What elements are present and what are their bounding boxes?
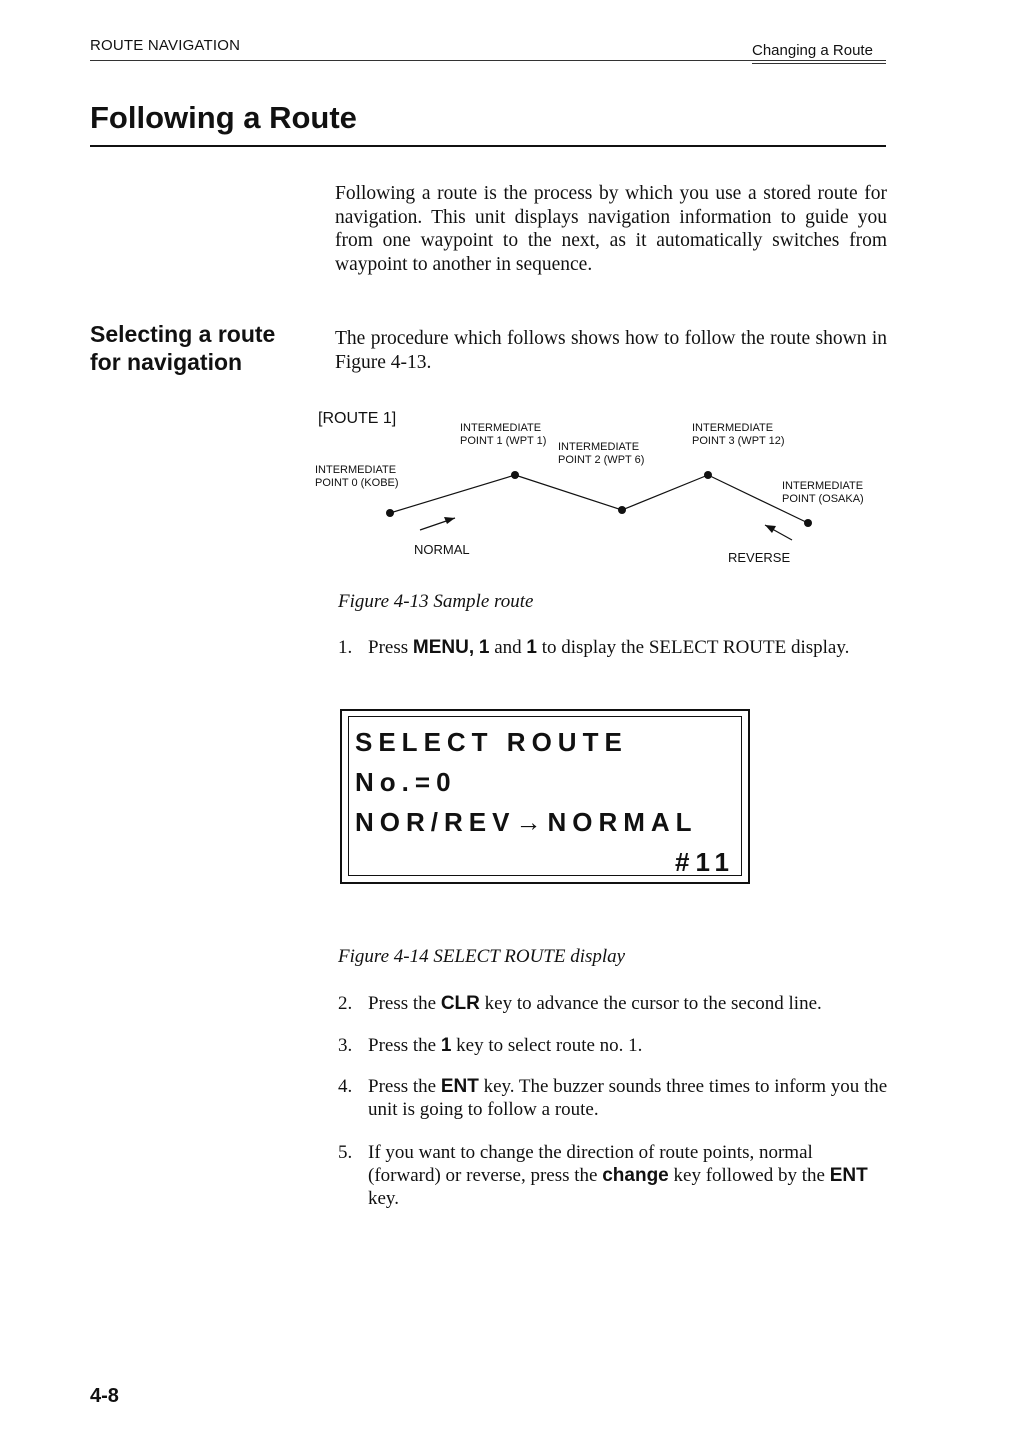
key-ent: ENT (440, 1076, 479, 1097)
section-heading-line1: Selecting a route (90, 321, 276, 347)
display-line-2: No.=0 (355, 767, 457, 797)
waypoint-4-label (782, 480, 864, 506)
route-leg-0-1 (390, 475, 515, 513)
step-text: Press the 1 key to select route no. 1. (368, 1035, 643, 1056)
waypoint-0-label-line2: POINT 0 (KOBE) (315, 477, 399, 489)
normal-direction-label: NORMAL (414, 542, 470, 557)
title-rule (90, 145, 886, 147)
waypoint-1-label-line1: INTERMEDIATE (460, 422, 542, 434)
figure-4-14-caption: Figure 4-14 SELECT ROUTE display (338, 946, 626, 967)
key-clr: CLR (440, 993, 480, 1014)
figure-4-13-caption: Figure 4-13 Sample route (338, 591, 534, 612)
step-number: 5. (338, 1142, 353, 1163)
display-line-3: NOR/REV→NORMAL (355, 807, 698, 837)
section-heading (90, 320, 310, 376)
display-line-1: SELECT ROUTE (355, 727, 628, 757)
waypoint-0-label (315, 464, 399, 490)
waypoint-2-label-line2: POINT 2 (WPT 6) (558, 454, 645, 466)
reverse-arrow-head (765, 525, 776, 533)
normal-arrow-head (444, 517, 455, 524)
step-2 (338, 992, 888, 1015)
key-1: 1 (526, 637, 537, 658)
key-1: 1 (478, 637, 490, 658)
reverse-direction-label: REVERSE (728, 550, 791, 565)
page-title: Following a Route (90, 100, 357, 135)
waypoint-4-label-line2: POINT (OSAKA) (782, 493, 864, 505)
key-menu: MENU, (412, 637, 475, 658)
step-text: If you want to change the direction of route points, normal (forward) or reverse, press the change key followed by the ENT key. (368, 1142, 868, 1209)
section-paragraph: The procedure which follows shows how to follow the route shown in Figure 4-13. (335, 328, 887, 373)
running-header-topic: Changing a Route (752, 42, 873, 59)
select-route-display (340, 709, 750, 884)
waypoint-4-label-line1: INTERMEDIATE (782, 480, 864, 492)
waypoint-4-dot (804, 519, 812, 527)
step-number: 4. (338, 1076, 353, 1097)
waypoint-0-label-line1: INTERMEDIATE (315, 464, 397, 476)
section-heading-line2: for navigation (90, 349, 243, 375)
route-leg-2-3 (622, 475, 708, 510)
waypoint-1-label (460, 422, 546, 448)
step-number: 1. (338, 637, 353, 658)
waypoint-3-label-line1: INTERMEDIATE (692, 422, 774, 434)
step-text: Press the ENT key. The buzzer sounds three times to inform you the unit is going to follow a route. (368, 1076, 888, 1120)
route-label: [ROUTE 1] (318, 410, 397, 427)
step-4 (338, 1075, 888, 1121)
waypoint-1-dot (511, 471, 519, 479)
intro-paragraph: Following a route is the process by which you use a stored route for navigation. This unit displays navigation information to guide you from one waypoint to the next, as it automatically switches from waypoint to another in sequence. (335, 183, 887, 275)
step-text: Press MENU, 1 and 1 to display the SELECT ROUTE display. (368, 637, 850, 658)
waypoint-2-label (558, 441, 644, 467)
waypoint-3-label (692, 422, 785, 448)
step-number: 3. (338, 1035, 353, 1056)
waypoint-3-label-line2: POINT 3 (WPT 12) (692, 435, 785, 447)
step-number: 2. (338, 993, 353, 1014)
waypoint-0-dot (386, 509, 394, 517)
route-diagram (310, 400, 900, 575)
display-line-4: #11 (675, 847, 735, 877)
waypoint-1-label-line2: POINT 1 (WPT 1) (460, 435, 547, 447)
step-text: Press the CLR key to advance the cursor to the second line. (368, 993, 822, 1014)
key-ent: ENT (829, 1165, 868, 1186)
header-rule (90, 60, 886, 61)
header-topic-underline (752, 63, 886, 64)
waypoint-2-label-line1: INTERMEDIATE (558, 441, 640, 453)
key-change: change (602, 1165, 669, 1186)
display-screen (348, 716, 742, 876)
step-1 (338, 636, 888, 659)
running-header-section: ROUTE NAVIGATION (90, 37, 241, 54)
page-number: 4-8 (90, 1385, 119, 1407)
waypoint-3-dot (704, 471, 712, 479)
step-5 (338, 1141, 888, 1210)
waypoint-2-dot (618, 506, 626, 514)
key-1: 1 (440, 1035, 452, 1056)
route-leg-1-2 (515, 475, 622, 510)
step-3 (338, 1034, 888, 1057)
